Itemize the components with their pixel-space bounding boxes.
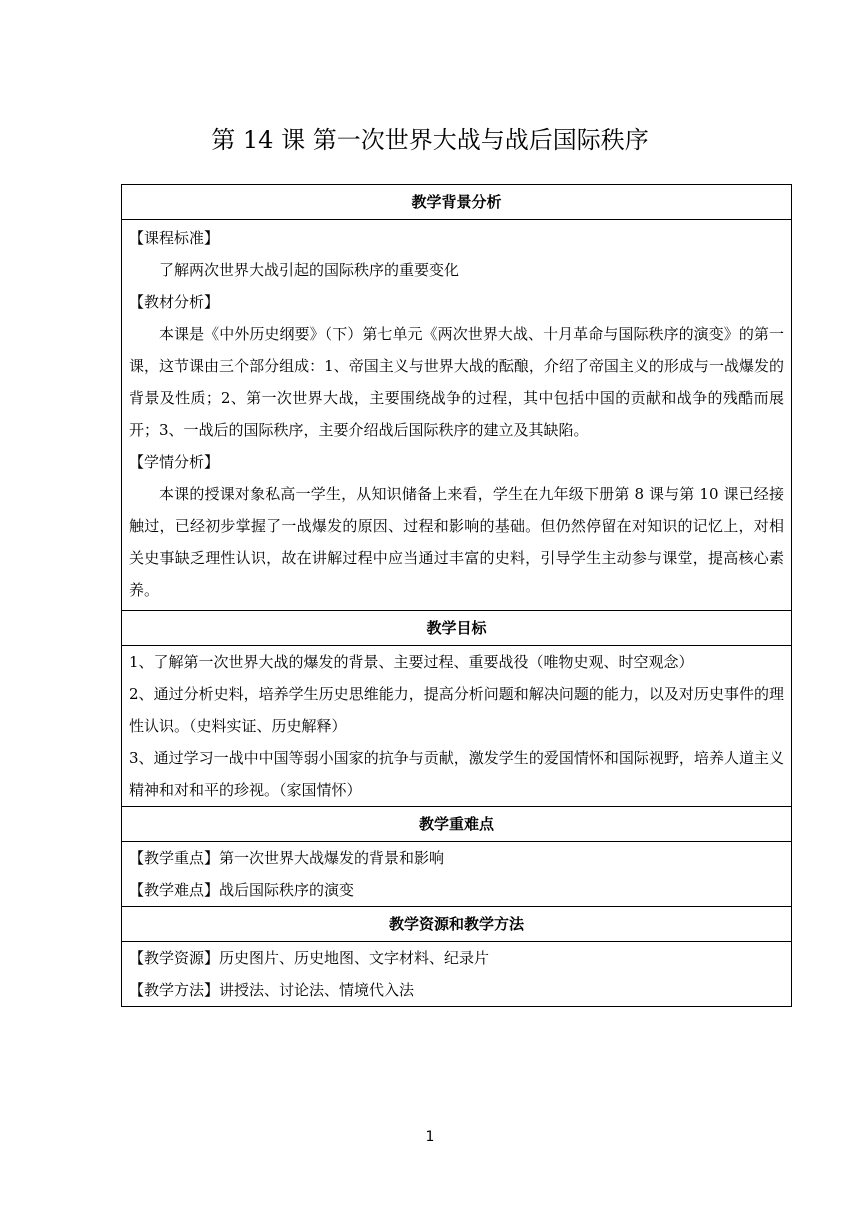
key-points-header-row [122,807,792,842]
resources-content-row [122,942,792,1007]
methods-text: 讲授法、讨论法、情境代入法 [219,981,415,999]
key-points-content-cell [122,842,792,907]
resources-text: 历史图片、历史地图、文字材料、纪录片 [219,949,490,967]
methods-line [129,974,784,1006]
resources-line [129,942,784,974]
background-header-row [122,185,792,220]
curriculum-text: 了解两次世界大战引起的国际秩序的重要变化 [159,261,460,279]
section-header-key-points: 教学重难点 [122,807,792,842]
focus-text: 第一次世界大战爆发的背景和影响 [219,849,445,867]
lesson-plan-table [121,184,792,1007]
textbook-text: 本课是《中外历史纲要》（下）第七单元《两次世界大战、十月革命与国际秩序的演变》的第一课，这节课由三个部分组成：1、帝国主义与世界大战的酝酿，介绍了帝国主义的形成与一战爆发的背景及性质；2、第一次世界大战，主要围绕战争的过程，其中包括中国的贡献和战争的残酷而展开；3、一战后的国际秩序，主要介绍战后国际秩序的建立及其缺陷。 [129,325,784,439]
background-content-cell [122,220,792,611]
objective-item: 3、通过学习一战中中国等弱小国家的抗争与贡献，激发学生的爱国情怀和国际视野，培养人道主义精神和对和平的珍视。（家国情怀） [129,749,784,799]
textbook-label: 【教材分析】 [129,293,220,311]
focus-line [129,842,784,874]
objectives-header-row [122,611,792,646]
section-header-objectives: 教学目标 [122,611,792,646]
methods-label: 【教学方法】 [129,981,220,999]
objective-item: 1、了解第一次世界大战的爆发的背景、主要过程、重要战役（唯物史观、时空观念） [129,653,694,671]
resources-header-row [122,907,792,942]
objective-item: 2、通过分析史料，培养学生历史思维能力，提高分析问题和解决问题的能力，以及对历史事件的理性认识。（史料实证、历史解释） [129,685,784,735]
objectives-content-row [122,646,792,807]
resources-content-cell [122,942,792,1007]
objectives-content-cell [122,646,792,807]
difficulty-line [129,874,784,906]
page-number: 1 [425,1129,435,1145]
background-content-row [122,220,792,611]
focus-label: 【教学重点】 [129,849,220,867]
difficulty-label: 【教学难点】 [129,881,220,899]
section-header-background: 教学背景分析 [122,185,792,220]
curriculum-label: 【课程标准】 [129,229,220,247]
page-title: 第 14 课 第一次世界大战与战后国际秩序 [211,126,649,154]
students-text: 本课的授课对象私高一学生，从知识储备上来看，学生在九年级下册第 8 课与第 10 课已经接触过，已经初步掌握了一战爆发的原因、过程和影响的基础。但仍然停留在对知识的记忆上，对相关史事缺乏理性认识，故在讲解过程中应当通过丰富的史料，引导学生主动参与课堂，提高核心素养。 [129,485,784,599]
difficulty-text: 战后国际秩序的演变 [219,881,355,899]
students-label: 【学情分析】 [129,453,220,471]
resources-label: 【教学资源】 [129,949,220,967]
key-points-content-row [122,842,792,907]
section-header-resources: 教学资源和教学方法 [122,907,792,942]
